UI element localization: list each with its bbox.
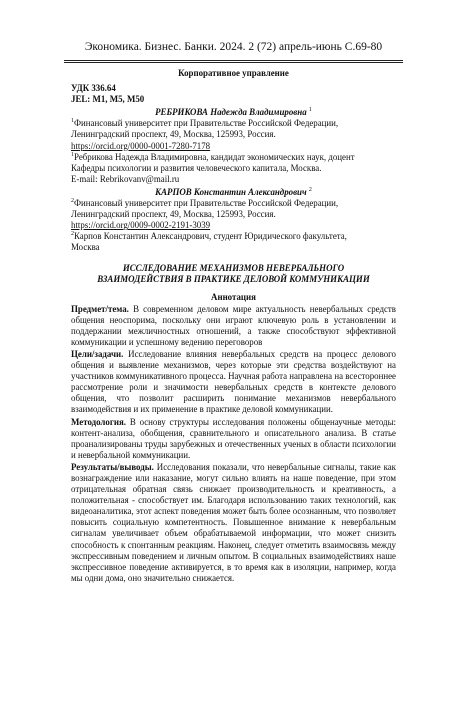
article-title: [71, 263, 396, 286]
author-2-bio-line-1: $^2$Карпов Константин Александрович, студент Юридического факультета,: [71, 231, 347, 242]
author-2-affiliation-line-2: Ленинградский проспект, 49, Москва, 125993, Россия.: [71, 209, 276, 220]
jel-codes: JEL: M1, M5, M50: [71, 94, 145, 105]
author-1-bio-line-2: Кафедры психологии и развития человеческого капитала, Москва.: [71, 162, 322, 173]
article-title-line-2: ВЗАИМОДЕЙСТВИЯ В ПРАКТИКЕ ДЕЛОВОЙ КОММУНИКАЦИИ: [97, 274, 370, 284]
abstract-goals: Цели/задачи. Исследование влияния невербальных средств на процесс делового общения и выявление механизмов, через которые эти средства воздействуют на участников коммуникативного процесса. Научная работа направлена на всестороннее рассмотрение роли и значимости невербальных средств в контексте делового общения, что позволит расширить понимание механизмов невербального взаимодействия и их применение в практике деловой коммуникации.: [71, 348, 396, 415]
author-2-orcid-link[interactable]: https://orcid.org/0009-0002-2191-3039: [71, 220, 211, 231]
author-1-affiliation-line-1: $^1$Финансовый университет при Правительстве Российской Федерации,: [71, 118, 339, 129]
udc-code: УДК 336.64: [71, 83, 116, 94]
annotation-heading: Аннотация: [211, 291, 256, 302]
article-content: [71, 66, 396, 585]
journal-header: Экономика. Бизнес. Банки. 2024. 2 (72) апрель-июнь С.69-80: [84, 41, 383, 53]
article-title-line-1: ИССЛЕДОВАНИЕ МЕХАНИЗМОВ НЕВЕРБАЛЬНОГО: [122, 262, 345, 273]
author-1-orcid-link[interactable]: https://orcid.org/0000-0001-7280-7178: [71, 140, 211, 151]
author-1-email[interactable]: E-mail: Rebrikovanv@mail.ru: [71, 173, 180, 184]
author-1-name: РЕБРИКОВА Надежда Владимировна $^1$: [155, 107, 312, 118]
author-2-bio-line-2: Москва: [71, 242, 100, 253]
author-1-bio-line-1: $^1$Ребрикова Надежда Владимировна, кандидат экономических наук, доцент: [71, 151, 355, 162]
abstract-results: Результаты/выводы. Исследования показали, что невербальные сигналы, такие как вознаграждение или наказание, могут сильно влиять на наше поведение, при этом отрицательная обратная связь снижает производительность и креативность, а положительная - способствует им. Благодаря использованию таких технологий, как видеоаналитика, этот аспект поведения может быть более осознанным, что позволяет повысить социальную компетентность. Повышенное внимание к невербальным сигналам увеличивает объем обрабатываемой информации, что может снизить способность к спонтанным реакциям. Наконец, следует отметить взаимосвязь между экспрессивным поведением и личным опытом. В социальных взаимодействиях наше экспрессивное поведение активируется, в то время как в изоляции, например, когда мы одни дома, оно значительно снижается.: [71, 461, 396, 583]
author-2-affiliation-line-1: $^2$Финансовый университет при Правительстве Российской Федерации,: [71, 198, 339, 209]
section-heading: Корпоративное управление: [178, 68, 289, 78]
header-rule-bottom: [64, 62, 403, 63]
header-rule-top: [64, 60, 403, 61]
abstract-subject: Предмет/тема. В современном деловом мире актуальность невербальных средств общения неоспорима, поскольку они играют ключевую роль в установлении и поддержании межличностных отношений, а также способствуют эффективной коммуникации и успешному ведению переговоров: [71, 303, 397, 347]
abstract-methodology: Методология. В основу структуры исследования положены общенаучные методы: контент-анализа, обобщения, сравнительного и описательного анализа. В статье проанализированы труды зарубежных и отечественных ученых в области психологии и невербальной коммуникации.: [71, 416, 397, 460]
author-1-affiliation-line-2: Ленинградский проспект, 49, Москва, 125993, Россия.: [71, 129, 276, 140]
author-2-name: КАРПОВ Константин Александрович $^2$: [155, 186, 312, 197]
